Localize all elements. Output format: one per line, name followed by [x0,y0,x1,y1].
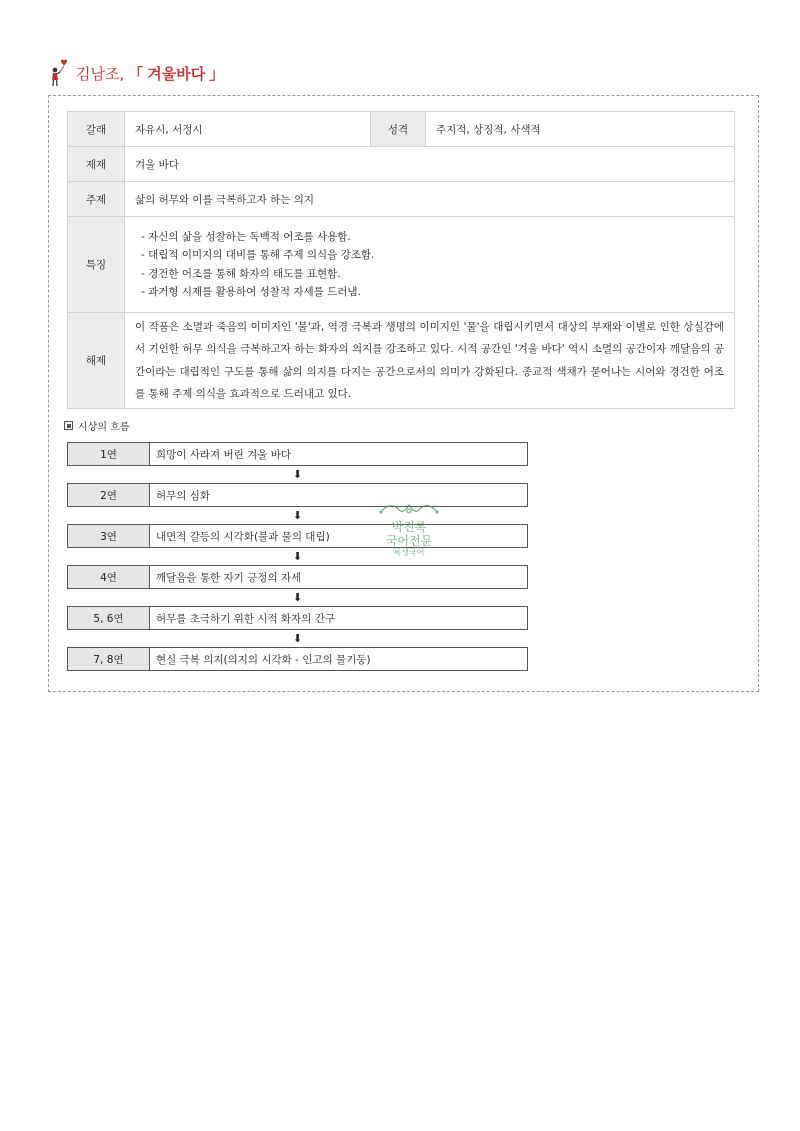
table-row [68,217,735,313]
down-arrow-icon: ⬇ [292,509,303,522]
flow-row [67,442,528,466]
open-bracket: 「 [128,64,144,83]
work-title: 겨울바다 [147,64,206,83]
watermark-line2: 국어전문 [385,534,433,548]
down-arrow-icon: ⬇ [292,550,303,563]
stanza-text: 허무의 심화 [156,489,211,502]
stanza-label: 3연 [68,525,150,547]
stanza-text: 현실 극복 의지(의지의 시각화 - 인고의 물기둥) [156,653,371,666]
stanza-label: 2연 [68,484,150,506]
stanza-text: 깨달음을 통한 자기 긍정의 자세 [156,571,302,584]
flow-row [67,483,528,507]
genre-label: 갈래 [68,112,125,147]
flow-row [67,565,528,589]
features-list [135,228,724,302]
features-cell [125,217,735,313]
genre-value: 자유시, 서정시 [125,112,371,147]
list-item: - 대립적 이미지의 대비를 통해 주제 의식을 강조함. [141,249,375,261]
watermark-line1: 박진록 [391,520,427,534]
stanza-text: 허무를 초극하기 위한 시적 화자의 간구 [156,612,335,625]
square-bullet-icon [64,421,73,430]
down-arrow-icon: ⬇ [292,468,303,481]
features-label: 특징 [68,217,125,313]
flow-title-text: 시상의 흐름 [78,422,130,433]
stanza-label: 7, 8연 [68,648,150,670]
table-row [68,112,735,147]
author-name: 김남조, [76,64,125,83]
watermark-line3: 록생국어 [393,548,425,557]
info-table [67,111,735,409]
down-arrow-icon: ⬇ [292,632,303,645]
table-row [68,182,735,217]
flow-row [67,524,528,548]
watermark [374,501,444,558]
character-value: 주지적, 상징적, 사색적 [426,112,735,147]
stanza-label: 5, 6연 [68,607,150,629]
table-row [68,147,735,182]
flow-row [67,647,528,671]
material-value: 겨울 바다 [125,147,735,182]
ornament-icon [377,502,441,516]
close-bracket: 」 [209,64,225,83]
material-label: 제재 [68,147,125,182]
stanza-text: 내면적 갈등의 시각화(불과 물의 대립) [156,530,330,543]
down-arrow-icon: ⬇ [292,591,303,604]
page-header [48,58,224,88]
character-label: 성격 [371,112,426,147]
content-frame [48,95,759,692]
explanation-cell [125,313,735,409]
table-row [68,313,735,409]
person-with-heart-balloon-icon [48,58,70,88]
list-item: - 자신의 삶을 성찰하는 독백적 어조를 사용함. [141,230,351,243]
flow-row [67,606,528,630]
theme-value: 삶의 허무와 이를 극복하고자 하는 의지 [125,182,735,217]
explanation-text: 이 작품은 소멸과 죽음의 이미지인 '불'과, 역경 극복과 생명의 이미지인 '물'을 대립시키면서 대상의 부재와 이별로 인한 상실감에서 기인한 허무 의식을 극복하고자 하는 화자의 의지를 강조하고 있다. 시적 공간인 '겨울 바다' 역시 소멸의 공간이자 깨달음의 공간이라는 대립적인 구도를 통해 삶의 의지를 다지는 공간으로서의 의미가 강화된다. 종교적 색채가 묻어나는 시어와 경건한 어조를 통해 주제 의식을 효과적으로 드러내고 있다. [135,320,724,400]
theme-label: 주제 [68,182,125,217]
flow-title [64,418,129,433]
list-item: - 경건한 어조를 통해 화자의 태도를 표현함. [141,267,341,280]
stanza-label: 4연 [68,566,150,588]
list-item: - 과거형 시제를 활용하여 성찰적 자세를 드러냄. [141,286,361,298]
flow-diagram [67,442,528,671]
stanza-text: 희망이 사라져 버린 겨울 바다 [156,448,292,461]
stanza-label: 1연 [68,443,150,465]
explanation-label: 해제 [68,313,125,409]
